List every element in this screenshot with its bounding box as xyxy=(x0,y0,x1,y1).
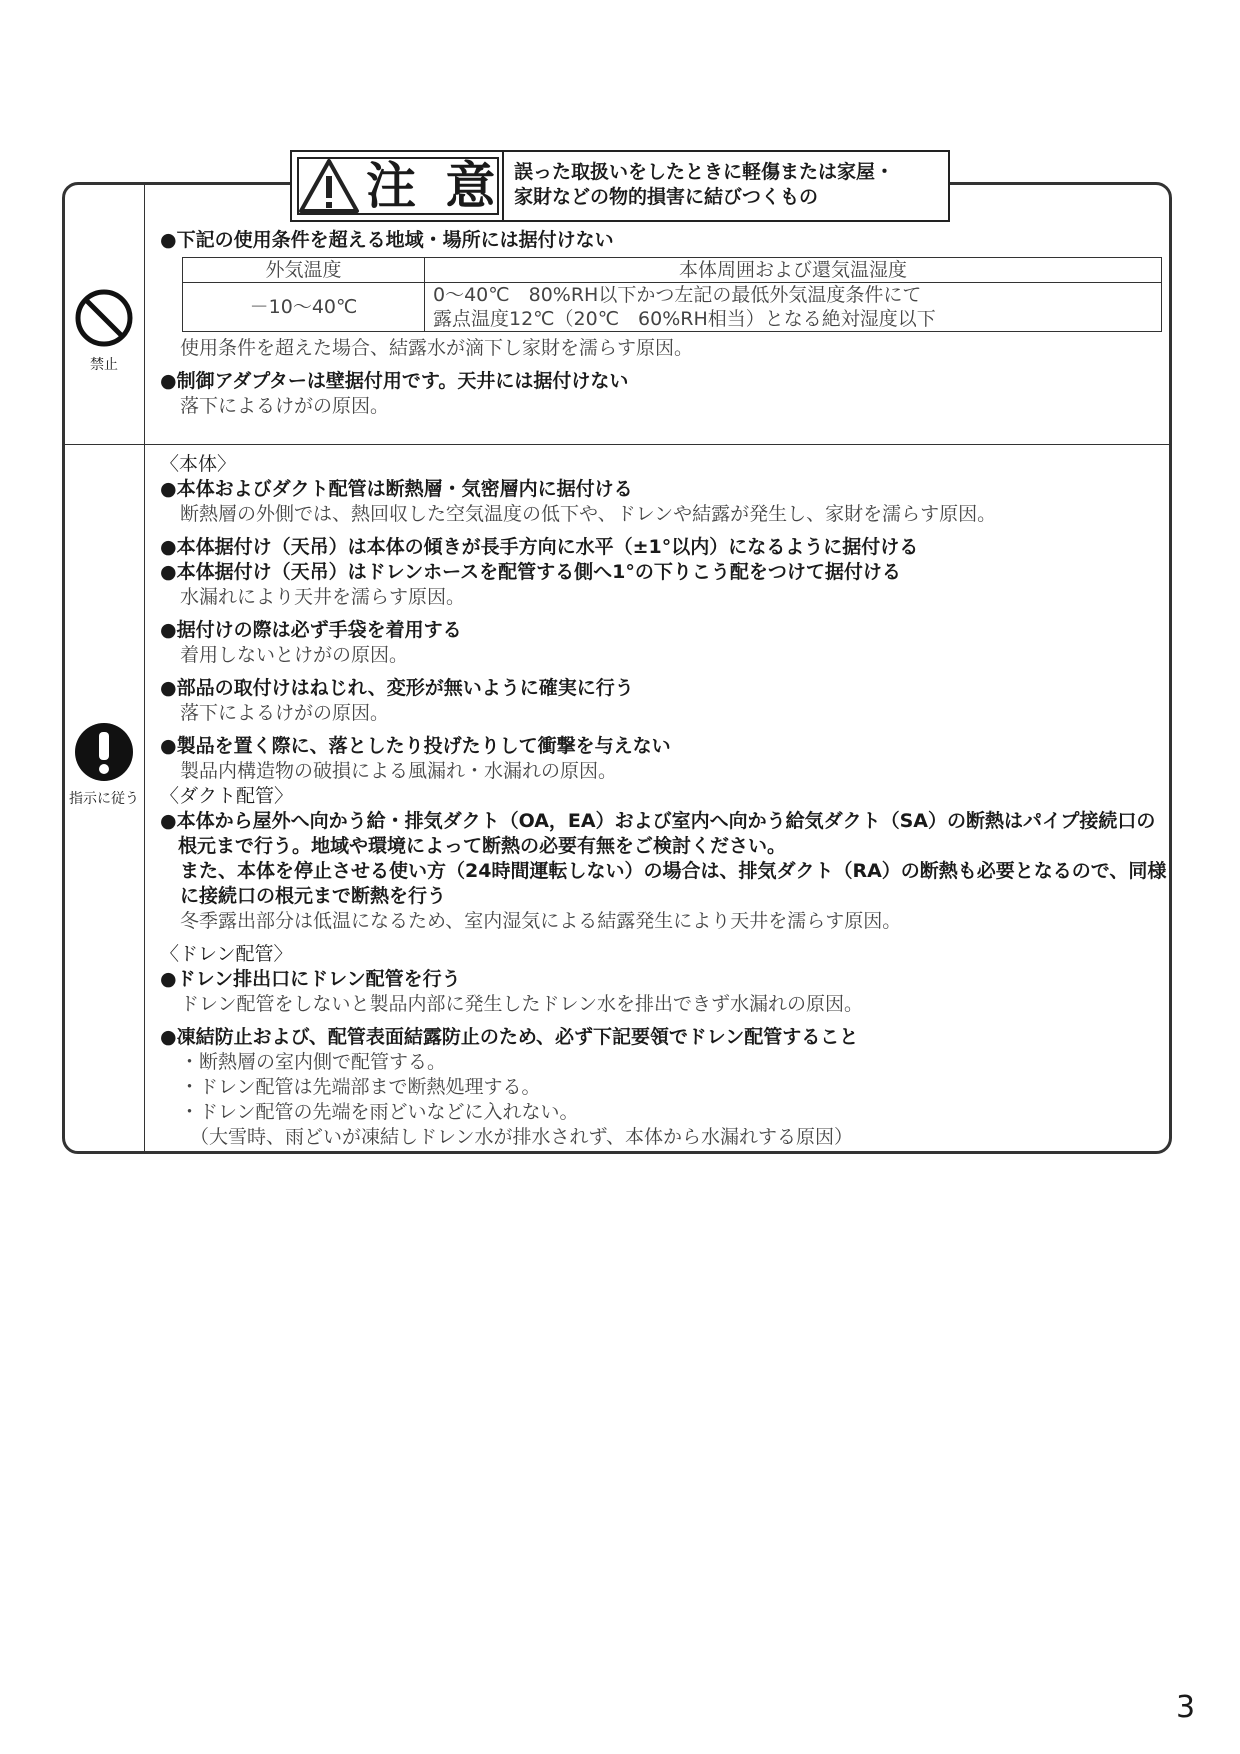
instruction-note: 冬季露出部分は低温になるため、室内湿気による結露発生により天井を濡らす原因。 xyxy=(180,910,902,932)
instruction-label: 指示に従う xyxy=(69,791,139,807)
instruction-subnote: ・ドレン配管は先端部まで断熱処理する。 xyxy=(180,1076,541,1098)
prohibit-note: 使用条件を超えた場合、結露水が滴下し家財を濡らす原因。 xyxy=(180,337,694,359)
instruction-item: ●ドレン排出口にドレン配管を行う xyxy=(160,968,461,990)
subsection-heading: 〈本体〉 xyxy=(160,453,237,475)
prohibit-icon-group xyxy=(72,288,136,374)
instruction-item: ●部品の取付けはねじれ、変形が無いように確実に行う xyxy=(160,677,634,699)
table-header: 本体周囲および還気温湿度 xyxy=(425,258,1162,283)
prohibit-item: ●下記の使用条件を超える地域・場所には据付けない xyxy=(160,229,614,251)
page-number: 3 xyxy=(1176,1690,1196,1725)
table-cell-line: 0～40℃ 80%RH以下かつ左記の最低外気温度条件にて xyxy=(433,284,922,306)
table-header: 外気温度 xyxy=(183,258,425,283)
instruction-item-cont: また、本体を停止させる使い方（24時間運転しない）の場合は、排気ダクト（RA）の断熱も必要となるので、同様に接続口の根元まで断熱を行う xyxy=(180,860,1167,907)
prohibit-item: ●制御アダプターは壁据付用です。天井には据付けない xyxy=(160,370,629,392)
instruction-icon-group xyxy=(64,722,144,808)
instruction-section xyxy=(160,452,1170,1150)
table-cell-temp: －10～40℃ xyxy=(183,283,425,332)
instruction-note: 製品内構造物の破損による風漏れ・水漏れの原因。 xyxy=(180,760,618,782)
caution-desc-line: 誤った取扱いをしたときに軽傷または家屋・ xyxy=(514,161,895,183)
instruction-note: 断熱層の外側では、熱回収した空気温度の低下や、ドレンや結露が発生し、家財を濡らす原因。 xyxy=(180,503,997,525)
prohibit-label: 禁止 xyxy=(90,357,118,373)
instruction-note: 水漏れにより天井を濡らす原因。 xyxy=(180,586,466,608)
frame-divider-vertical xyxy=(144,182,145,1154)
subsection-heading: 〈ダクト配管〉 xyxy=(160,785,294,807)
prohibit-note: 落下によるけがの原因。 xyxy=(180,395,390,417)
warning-triangle-icon xyxy=(298,158,360,214)
exclamation-circle-icon xyxy=(74,722,134,782)
caution-description xyxy=(504,152,948,220)
instruction-item: ●本体据付け（天吊）は本体の傾きが長手方向に水平（±1°以内）になるように据付ける xyxy=(160,536,919,558)
instruction-item: ●本体およびダクト配管は断熱層・気密層内に据付ける xyxy=(160,478,633,500)
caution-word: 注 意 xyxy=(366,157,502,215)
instruction-note: 落下によるけがの原因。 xyxy=(180,702,390,724)
condition-table xyxy=(182,257,1162,332)
caution-header xyxy=(290,150,950,222)
caution-title-block xyxy=(292,152,504,220)
prohibit-icon xyxy=(74,288,134,348)
caution-desc-line: 家財などの物的損害に結びつくもの xyxy=(514,186,819,208)
instruction-item: ●製品を置く際に、落としたり投げたりして衝撃を与えない xyxy=(160,735,671,757)
instruction-item: ●本体据付け（天吊）はドレンホースを配管する側へ1°の下りこう配をつけて据付ける xyxy=(160,561,901,583)
prohibit-section xyxy=(160,228,1170,419)
table-cell-cond xyxy=(425,283,1162,332)
instruction-item: ●本体から屋外へ向かう給・排気ダクト（OA，EA）および室内へ向かう給気ダクト（SA）の断熱はパイプ接続口の根元まで行う。地域や環境によって断熱の必要有無をご検討ください。 xyxy=(160,810,1156,857)
instruction-subnote: ・断熱層の室内側で配管する。 xyxy=(180,1051,447,1073)
instruction-item: ●凍結防止および、配管表面結露防止のため、必ず下記要領でドレン配管すること xyxy=(160,1026,859,1048)
frame-divider-horizontal xyxy=(62,444,1172,445)
instruction-item: ●据付けの際は必ず手袋を着用する xyxy=(160,619,462,641)
subsection-heading: 〈ドレン配管〉 xyxy=(160,943,293,965)
instruction-note: 着用しないとけがの原因。 xyxy=(180,644,409,666)
instruction-note: ドレン配管をしないと製品内部に発生したドレン水を排出できず水漏れの原因。 xyxy=(180,993,864,1015)
table-cell-line: 露点温度12℃（20℃ 60%RH相当）となる絶対湿度以下 xyxy=(433,308,936,330)
instruction-subnote: （大雪時、雨どいが凍結しドレン水が排水されず、本体から水漏れする原因） xyxy=(190,1126,854,1148)
instruction-subnote: ・ドレン配管の先端を雨どいなどに入れない。 xyxy=(180,1101,579,1123)
